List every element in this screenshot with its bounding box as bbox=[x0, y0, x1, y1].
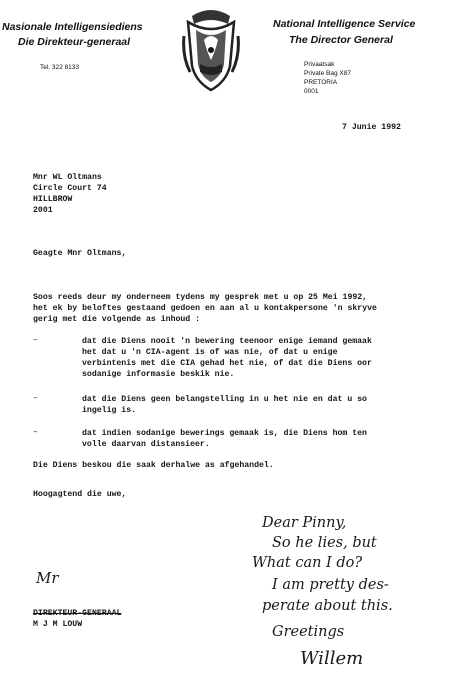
closing-statement: Die Diens beskou die saak derhalwe as afgehandel. bbox=[33, 461, 274, 470]
handwritten-signature: Willem bbox=[300, 648, 364, 669]
intro-line-3: gerig met die volgende as inhoud : bbox=[33, 315, 201, 324]
coat-of-arms-icon bbox=[182, 6, 240, 94]
intro-line-2: het ek by beloftes gestaand gedoen en aan al u kontakpersone 'n skryve bbox=[33, 304, 377, 313]
salutation: Geagte Mnr Oltmans, bbox=[33, 249, 127, 258]
bullet-1-line-3: verbintenis met die CIA gehad het nie, of dat die Diens oor bbox=[82, 359, 372, 368]
director-signature: Mr bbox=[36, 569, 59, 587]
letterhead-address-line-4: 0001 bbox=[304, 88, 319, 95]
bullet-3-line-2: volle daarvan distansieer. bbox=[82, 440, 210, 449]
recipient-name: Mnr WL Oltmans bbox=[33, 173, 102, 182]
intro-line-1: Soos reeds deur my onderneem tydens my gesprek met u op 25 Mei 1992, bbox=[33, 293, 368, 302]
bullet-dash: – bbox=[33, 394, 38, 403]
bullet-dash: – bbox=[33, 428, 38, 437]
letterhead-address-line-3: PRETORIA bbox=[304, 79, 338, 86]
bullet-3-line-1: dat indien sodanige bewerings gemaak is, die Diens hom ten bbox=[82, 429, 367, 438]
handwritten-line-1: Dear Pinny, bbox=[262, 515, 347, 531]
letterhead-right-office: The Director General bbox=[289, 34, 393, 46]
bullet-1-line-1: dat die Diens nooit 'n bewering teenoor enige iemand gemaak bbox=[82, 337, 372, 346]
letterhead-right-org: National Intelligence Service bbox=[273, 18, 416, 30]
closing: Hoogagtend die uwe, bbox=[33, 490, 127, 499]
recipient-street: Circle Court 74 bbox=[33, 184, 107, 193]
handwritten-line-6: Greetings bbox=[272, 624, 345, 640]
letterhead-tel: Tel. 322 8133 bbox=[40, 64, 80, 71]
handwritten-line-2: So he lies, but bbox=[272, 535, 377, 551]
bullet-1-line-4: sodanige informasie beskik nie. bbox=[82, 370, 235, 379]
bullet-2-line-1: dat die Diens geen belangstelling in u het nie en dat u so bbox=[82, 395, 367, 404]
letterhead-address-line-1: Privaatsak bbox=[304, 61, 335, 68]
recipient-postcode: 2001 bbox=[33, 206, 53, 215]
recipient-suburb: HILLBROW bbox=[33, 195, 73, 204]
bullet-dash: – bbox=[33, 336, 38, 345]
bullet-2-line-2: ingelig is. bbox=[82, 406, 137, 415]
handwritten-line-5: perate about this. bbox=[262, 598, 393, 614]
letterhead-left-org: Nasionale Intelligensiediens bbox=[2, 21, 143, 33]
signatory-name: M J M LOUW bbox=[33, 620, 83, 629]
letterhead-left-office: Die Direkteur-generaal bbox=[18, 36, 131, 48]
handwritten-line-4: I am pretty des- bbox=[272, 577, 389, 593]
letterhead-address-line-2: Private Bag X87 bbox=[304, 70, 351, 77]
bullet-1-line-2: het dat u 'n CIA-agent is of was nie, of dat u enige bbox=[82, 348, 338, 357]
handwritten-line-3: What can I do? bbox=[252, 555, 363, 571]
letter-date: 7 Junie 1992 bbox=[342, 123, 401, 132]
signatory-title: DIREKTEUR-GENERAAL bbox=[33, 609, 122, 618]
